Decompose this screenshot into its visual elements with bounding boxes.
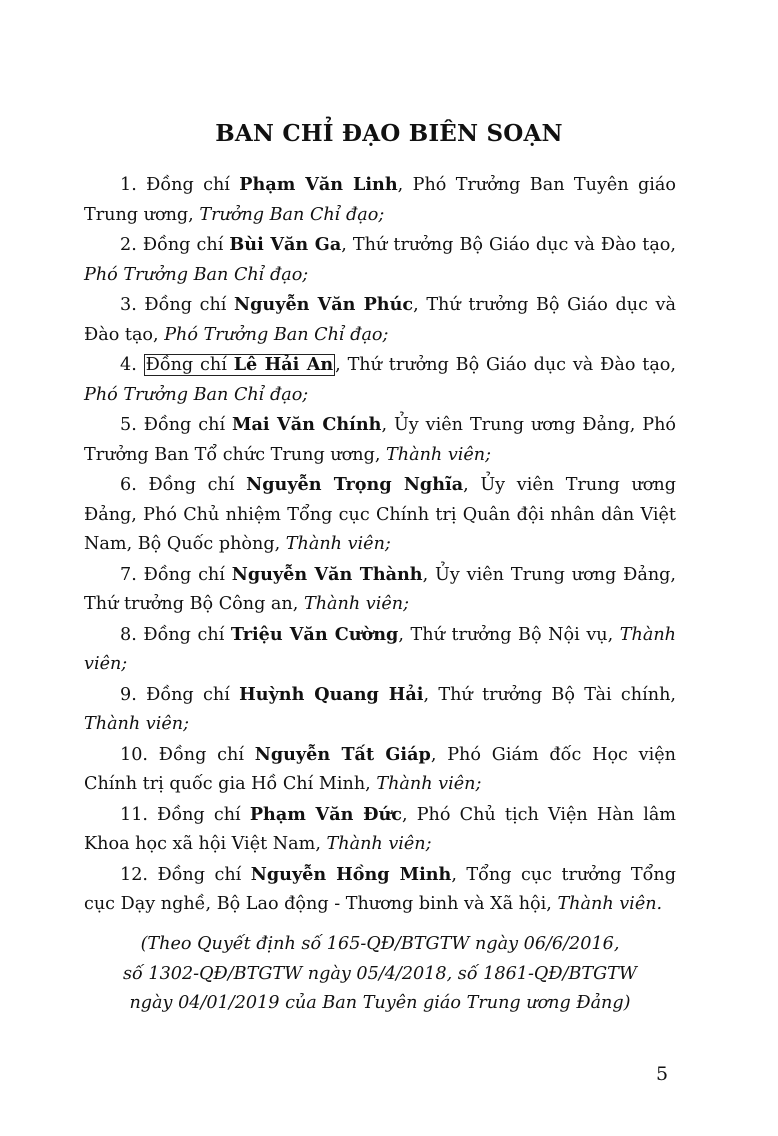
member-role: Phó Trưởng Ban Chỉ đạo; <box>164 324 389 345</box>
list-item <box>84 410 676 470</box>
member-list <box>84 170 676 920</box>
page-title: BAN CHỈ ĐẠO BIÊN SOẠN <box>215 120 563 147</box>
item-prefix: Đồng chí <box>146 175 240 195</box>
member-role: Thành viên; <box>386 444 492 465</box>
list-item <box>84 680 676 740</box>
member-name: Nguyễn Văn Phúc <box>234 294 414 315</box>
member-name: Huỳnh Quang Hải <box>239 683 424 705</box>
member-position: , Phó Trưởng Ban Tuyên giáo Trung ương, <box>84 175 676 225</box>
member-role: Thành viên; <box>285 534 391 554</box>
item-number: 4. <box>120 355 137 375</box>
list-item <box>84 860 676 920</box>
item-prefix: Đồng chí <box>143 415 233 435</box>
item-number: 8. <box>120 624 137 645</box>
item-number: 6. <box>120 475 137 495</box>
member-position: , Phó Chủ tịch Viện Hàn lâm Khoa học xã hội Việt Nam, <box>84 804 676 854</box>
member-role: Thành viên. <box>557 894 663 914</box>
source-note-line: ngày 04/01/2019 của Ban Tuyên giáo Trung ương Đảng) <box>129 993 631 1013</box>
member-name: Phạm Văn Linh <box>239 174 398 195</box>
member-name: Lê Hải An <box>233 354 334 375</box>
member-role: Thành viên; <box>376 774 482 794</box>
member-position: , Thứ trưởng Bộ Tài chính, <box>423 684 676 705</box>
list-item <box>84 740 676 800</box>
member-position: , Ủy viên Trung ương Đảng, Phó Trưởng Ban Tổ chức Trung ương, <box>84 415 676 465</box>
member-position: , Thứ trưởng Bộ Giáo dục và Đào tạo, <box>335 355 676 375</box>
item-prefix: Đồng chí <box>148 475 247 495</box>
member-position: , Thứ trưởng Bộ Giáo dục và Đào tạo, <box>341 235 676 255</box>
source-note <box>84 930 676 1019</box>
member-name: Nguyễn Tất Giáp <box>254 743 431 765</box>
member-position: , Thứ trưởng Bộ Nội vụ, <box>398 624 620 645</box>
member-name: Nguyễn Trọng Nghĩa <box>246 474 464 495</box>
member-name: Nguyễn Văn Thành <box>231 563 423 585</box>
item-number: 10. <box>120 744 148 765</box>
member-role: Thành viên; <box>84 624 677 674</box>
member-role: Trưởng Ban Chỉ đạo; <box>199 204 385 225</box>
list-item <box>84 350 676 410</box>
member-position: , Tổng cục trưởng Tổng cục Dạy nghề, Bộ Lao động - Thương binh và Xã hội, <box>84 864 677 914</box>
item-number: 3. <box>120 295 137 315</box>
member-position: , Thứ trưởng Bộ Giáo dục và Đào tạo, <box>84 295 676 345</box>
item-number: 5. <box>120 415 137 435</box>
member-position: , Ủy viên Trung ương Đảng, Phó Chủ nhiệm Tổng cục Chính trị Quân đội nhân dân Việt Nam, Bộ Quốc phòng, <box>84 475 676 554</box>
member-position: , Ủy viên Trung ương Đảng, Thứ trưởng Bộ Công an, <box>84 564 677 614</box>
page-number: 5 <box>656 1063 669 1085</box>
item-prefix: Đồng chí <box>146 684 240 705</box>
member-role: Phó Trưởng Ban Chỉ đạo; <box>84 384 309 405</box>
member-name: Phạm Văn Đức <box>249 803 402 825</box>
member-role: Thành viên; <box>326 834 432 854</box>
source-note-line: số 1302-QĐ/BTGTW ngày 05/4/2018, số 1861-QĐ/BTGTW <box>123 963 637 984</box>
list-item <box>84 620 676 680</box>
member-role: Thành viên; <box>303 594 410 614</box>
highlighted-name-box <box>144 354 336 376</box>
item-prefix: Đồng chí <box>157 804 250 825</box>
item-prefix: Đồng chí <box>144 295 235 315</box>
item-number: 2. <box>120 235 137 255</box>
list-item <box>84 560 676 620</box>
item-number: 12. <box>120 864 148 885</box>
item-prefix: Đồng chí <box>143 624 231 645</box>
member-name: Bùi Văn Ga <box>229 234 342 255</box>
list-item <box>84 470 676 560</box>
member-name: Nguyễn Hồng Minh <box>250 863 452 885</box>
list-item <box>84 800 676 860</box>
source-note-line: (Theo Quyết định số 165-QĐ/BTGTW ngày 06/6/2016, <box>140 934 620 954</box>
item-prefix: Đồng chí <box>142 235 230 255</box>
member-name: Mai Văn Chính <box>232 414 382 435</box>
item-number: 1. <box>120 175 137 195</box>
item-prefix: Đồng chí <box>157 864 251 885</box>
item-number: 11. <box>120 804 148 825</box>
list-item <box>84 290 676 350</box>
item-number: 7. <box>120 564 137 585</box>
item-prefix: Đồng chí <box>143 564 232 585</box>
item-prefix: Đồng chí <box>158 744 255 765</box>
member-position: , Phó Giám đốc Học viện Chính trị quốc gia Hồ Chí Minh, <box>84 744 676 794</box>
member-role: Phó Trưởng Ban Chỉ đạo; <box>84 264 309 285</box>
item-number: 9. <box>120 684 137 705</box>
item-prefix: Đồng chí <box>145 355 234 375</box>
list-item <box>84 230 676 290</box>
list-item <box>84 170 676 230</box>
member-name: Triệu Văn Cường <box>230 623 399 645</box>
member-role: Thành viên; <box>84 714 190 734</box>
